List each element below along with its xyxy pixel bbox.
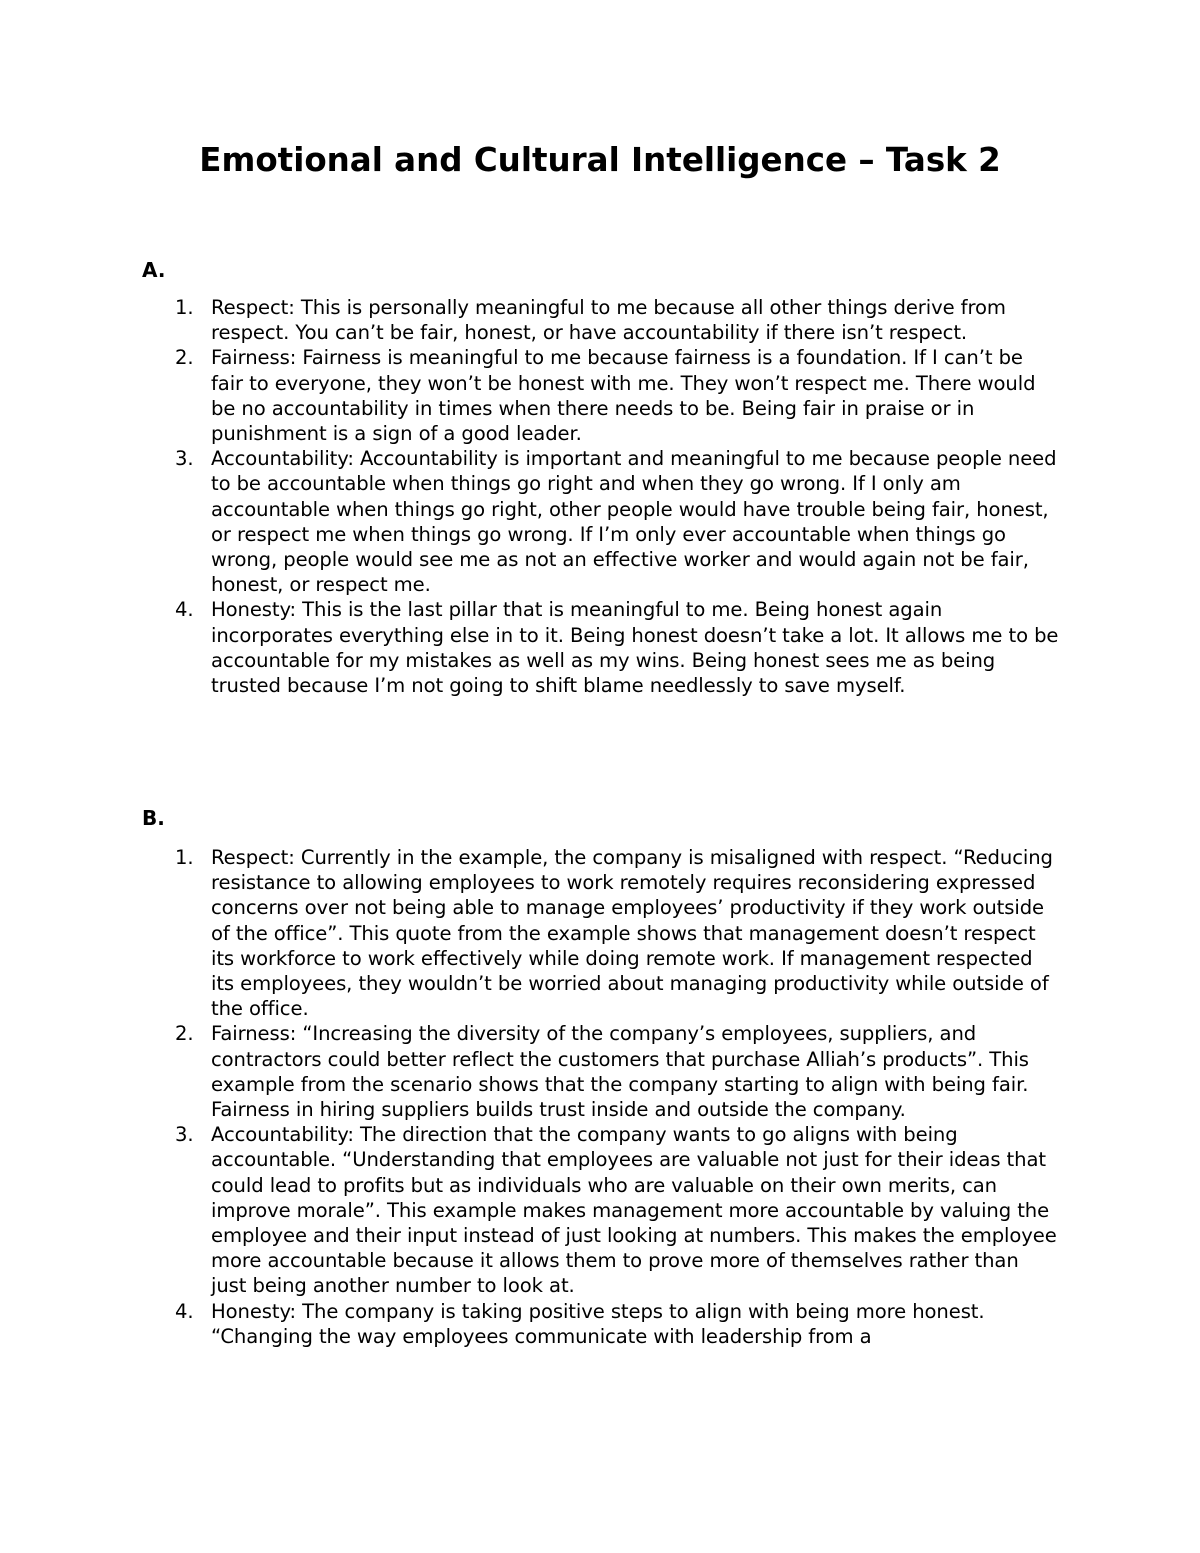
list-item-text: Respect: This is personally meaningful to me because all other things derive from respect. You can’t be fair, honest, or have accountability if there isn’t respect. xyxy=(211,296,1006,345)
list-item xyxy=(0,1122,1200,1298)
list-item xyxy=(0,446,1200,597)
list-item-text: Accountability: Accountability is important and meaningful to me because people need to be accountable when things go right and when they go wrong. If I only am accountable when things go right, other people would have trouble being fair, honest, or respect me when things go wrong. If I’m only ever accountable when things go wrong, people would see me as not an effective worker and would again not be fair, honest, or respect me. xyxy=(211,447,1057,597)
list-item xyxy=(0,345,1200,446)
list-item xyxy=(0,1299,1200,1349)
list-item xyxy=(0,1021,1200,1122)
list-item-text: Respect: Currently in the example, the company is misaligned with respect. “Reducing resistance to allowing employees to work remotely requires reconsidering expressed concerns over not being able to manage employees’ productivity if they work outside of the office”. This quote from the example shows that management doesn’t respect its workforce to work effectively while doing remote work. If management respected its employees, they wouldn’t be worried about managing productivity while outside of the office. xyxy=(211,846,1053,1021)
section-heading-a: A. xyxy=(142,258,166,282)
list-item xyxy=(0,597,1200,698)
list-item-text: Honesty: This is the last pillar that is meaningful to me. Being honest again incorporates everything else in to it. Being honest doesn’t take a lot. It allows me to be accountable for my mistakes as well as my wins. Being honest sees me as being trusted because I’m not going to shift blame needlessly to save myself. xyxy=(211,598,1059,698)
list-item-number: 1. xyxy=(175,846,194,869)
list-item-number: 2. xyxy=(175,346,194,370)
section-b-list xyxy=(0,845,1200,1349)
list-item xyxy=(0,295,1200,345)
list-item-text: Fairness: “Increasing the diversity of the company’s employees, suppliers, and contractors could better reflect the customers that purchase Alliah’s products”. This example from the scenario shows that the company starting to align with being fair. Fairness in hiring suppliers builds trust inside and outside the company. xyxy=(211,1022,1029,1122)
list-item-text: Accountability: The direction that the company wants to go aligns with being accountable. “Understanding that employees are valuable not just for their ideas that could lead to profits but as individuals who are valuable on their own merits, can improve morale”. This example makes management more accountable by valuing the employee and their input instead of just looking at numbers. This makes the employee more accountable because it allows them to prove more of themselves rather than just being another number to look at. xyxy=(211,1123,1057,1298)
list-item-text: Honesty: The company is taking positive steps to align with being more honest. “Changing the way employees communicate with leadership from a xyxy=(211,1299,985,1348)
list-item-number: 4. xyxy=(175,1299,194,1323)
section-a-list xyxy=(0,295,1200,698)
list-item-number: 3. xyxy=(175,447,194,471)
list-item-number: 3. xyxy=(175,1123,194,1147)
list-item-number: 2. xyxy=(175,1022,194,1046)
list-item-text: Fairness: Fairness is meaningful to me because fairness is a foundation. If I can’t be fair to everyone, they won’t be honest with me. They won’t respect me. There would be no accountability in times when there needs to be. Being fair in praise or in punishment is a sign of a good leader. xyxy=(211,346,1036,446)
list-item xyxy=(0,845,1200,1021)
list-item-number: 1. xyxy=(175,296,194,319)
document-title: Emotional and Cultural Intelligence – Task 2 xyxy=(199,141,1001,179)
list-item-number: 4. xyxy=(175,598,194,622)
section-heading-b: B. xyxy=(142,806,165,830)
